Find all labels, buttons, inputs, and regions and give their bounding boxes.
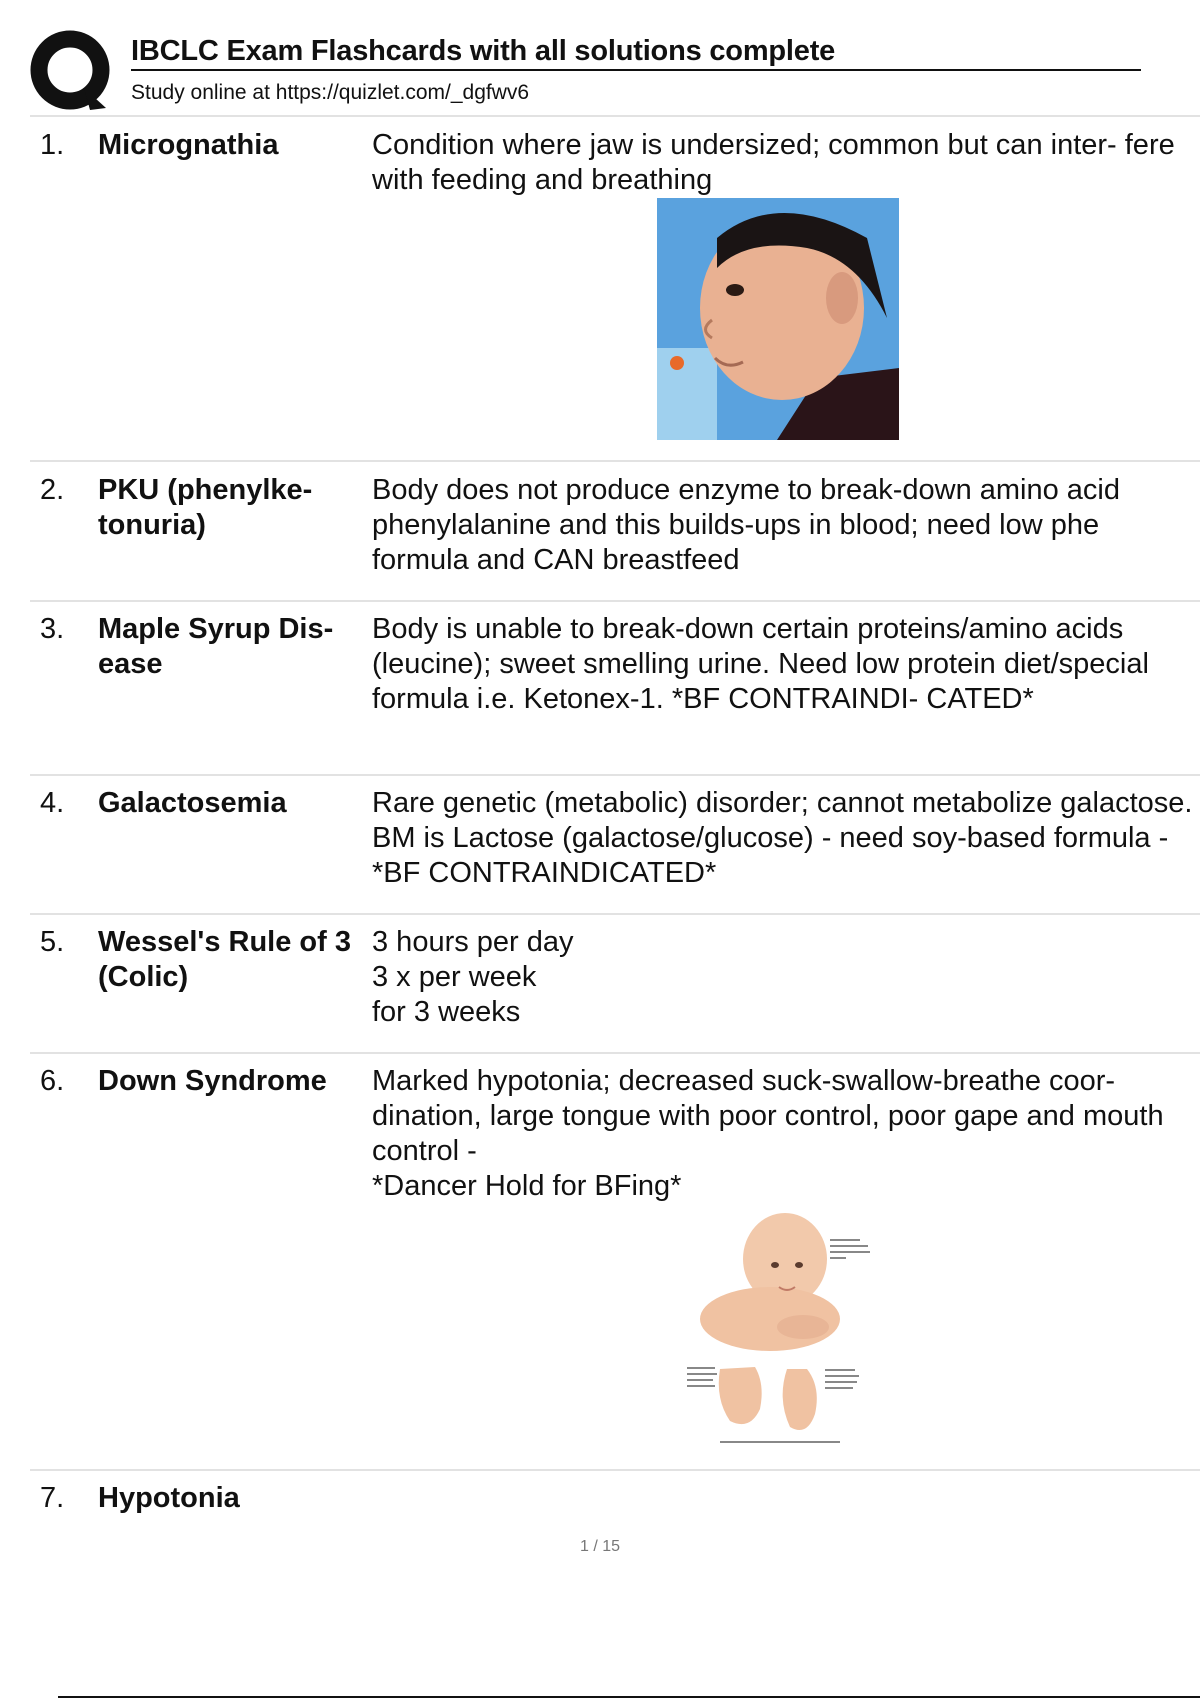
card-term: Down Syndrome bbox=[98, 1065, 327, 1097]
page-number: 1 / 15 bbox=[579, 1538, 621, 1555]
header-divider bbox=[30, 115, 1200, 117]
card-number: 4. bbox=[40, 787, 65, 819]
page-bottom-rule bbox=[58, 1696, 1200, 1698]
card-definition: Marked hypotonia; decreased suck-swallow-breathe coor- dination, large tongue with poor control, poor gape and mouth control - *Dancer Hold for BFing* bbox=[372, 1065, 1164, 1202]
card-term: Maple Syrup Dis- ease bbox=[98, 613, 334, 680]
quizlet-logo-icon bbox=[28, 28, 114, 114]
document-title: IBCLC Exam Flashcards with all solutions complete bbox=[131, 33, 1141, 71]
flashcard-row bbox=[0, 470, 1200, 600]
row-divider bbox=[30, 460, 1200, 462]
card-term: PKU (phenylke- tonuria) bbox=[98, 474, 313, 541]
row-divider bbox=[30, 913, 1200, 915]
flashcard-row bbox=[0, 609, 1200, 774]
row-divider bbox=[30, 1469, 1200, 1471]
card-number: 1. bbox=[40, 129, 65, 161]
flashcard-row bbox=[0, 783, 1200, 913]
card-term: Galactosemia bbox=[98, 787, 287, 819]
infant-profile-photo bbox=[657, 198, 899, 440]
study-online-link[interactable]: Study online at https://quizlet.com/_dgfwv6 bbox=[131, 81, 530, 104]
flashcard-row bbox=[0, 1478, 1200, 1538]
card-number: 7. bbox=[40, 1482, 65, 1514]
flashcard-row bbox=[0, 1061, 1200, 1469]
row-divider bbox=[30, 774, 1200, 776]
card-term: Micrognathia bbox=[98, 129, 279, 161]
flashcard-row bbox=[0, 125, 1200, 460]
card-definition: Rare genetic (metabolic) disorder; cannot metabolize galactose. BM is Lactose (galactose/glucose) - need soy-based formula - *BF CONTRAINDICATED* bbox=[372, 787, 1193, 889]
card-number: 5. bbox=[40, 926, 65, 958]
card-definition: 3 hours per day 3 x per week for 3 weeks bbox=[372, 926, 574, 1028]
row-divider bbox=[30, 600, 1200, 602]
card-definition: Body is unable to break-down certain proteins/amino acids (leucine); sweet smelling urine. Need low protein diet/special formula i.e. Ketonex-1. *BF CONTRAINDI- CATED* bbox=[372, 613, 1149, 715]
card-definition: Body does not produce enzyme to break-down amino acid phenylalanine and this builds-ups in blood; need low phe formula and CAN breastfeed bbox=[372, 474, 1120, 576]
infant-hands-feet-illustration bbox=[675, 1209, 885, 1449]
flashcard-row bbox=[0, 922, 1200, 1052]
card-number: 6. bbox=[40, 1065, 65, 1097]
row-divider bbox=[30, 1052, 1200, 1054]
card-term: Wessel's Rule of 3 (Colic) bbox=[98, 926, 351, 993]
card-number: 3. bbox=[40, 613, 65, 645]
card-number: 2. bbox=[40, 474, 65, 506]
card-definition: Condition where jaw is undersized; common but can inter- fere with feeding and breathing bbox=[372, 129, 1175, 196]
card-term: Hypotonia bbox=[98, 1482, 240, 1514]
